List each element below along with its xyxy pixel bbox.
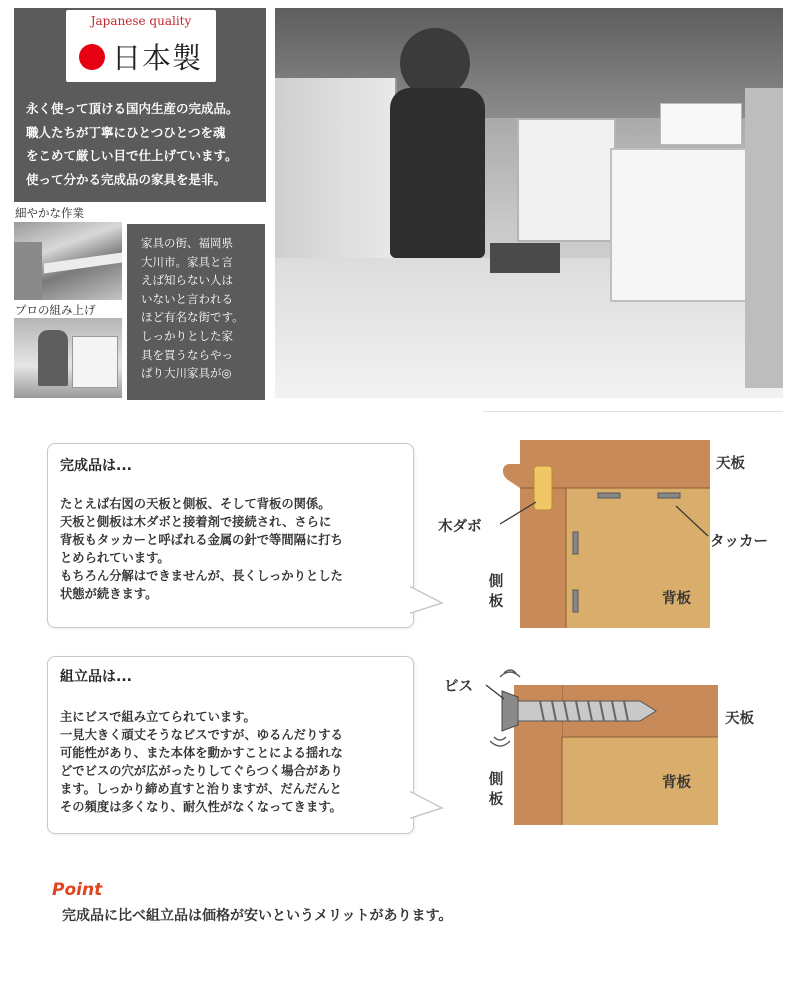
workshop-photo	[275, 8, 783, 398]
assembled-line: ます。しっかり締め直すと治りますが、だんだんと	[60, 782, 342, 796]
finished-line: 天板と側板は木ダボと接着剤で接続され、さらに	[60, 515, 332, 529]
finished-product-box	[47, 443, 414, 628]
caption-pro-assembly: プロの組み上げ	[15, 303, 96, 317]
okawa-line: 大川市。家具と言	[141, 254, 233, 269]
finished-line: とめられています。	[60, 551, 170, 565]
pro-assembly-photo	[14, 318, 122, 398]
tacker-staple-icon	[573, 532, 578, 554]
finished-line: 状態が続きます。	[60, 587, 158, 601]
intro-line: 使って分かる完成品の家具を是非。	[26, 171, 227, 187]
assembled-box-tail	[410, 790, 446, 820]
label-side-board: 側 板	[488, 574, 504, 610]
label-top-board-2: 天板	[725, 711, 754, 727]
assembled-product-box	[47, 656, 414, 834]
label-side-board-2: 側 板	[488, 772, 504, 808]
assembled-title: 組立品は...	[60, 669, 132, 685]
assembled-line: その頻度は多くなり、耐久性がなくなってきます。	[60, 800, 342, 814]
intro-line: をこめて厳しい目で仕上げています。	[26, 148, 238, 163]
label-screw: ビス	[444, 679, 473, 695]
vibration-icon	[500, 670, 520, 677]
back-board-shape	[562, 737, 718, 825]
okawa-line: しっかりとした家	[141, 328, 233, 343]
finished-line: もちろん分解はできませんが、長くしっかりとした	[60, 569, 343, 583]
caption-fine-work: 細やかな作業	[15, 206, 84, 220]
badge-english: Japanese quality	[90, 14, 192, 28]
finished-line: たとえば右図の天板と側板、そして背板の関係。	[60, 497, 331, 511]
intro-text	[26, 97, 266, 191]
okawa-text	[141, 234, 259, 383]
made-in-japan-badge	[66, 10, 216, 82]
finished-title: 完成品は...	[60, 458, 132, 474]
assembled-line: 可能性があり、また本体を動かすことによる揺れな	[60, 746, 343, 760]
label-dowel: 木ダボ	[438, 519, 482, 535]
assembled-line: 一見大きく頑丈そうなビスですが、ゆるんだりする	[60, 728, 343, 742]
okawa-line: 家具の街、福岡県	[141, 236, 233, 250]
divider	[483, 411, 783, 412]
label-top-board: 天板	[716, 456, 745, 472]
tacker-staple-icon	[573, 590, 578, 612]
vibration-icon	[490, 737, 510, 746]
finished-box-tail	[410, 585, 446, 615]
assembled-line: どでビスの穴が広がったりしてぐらつく場合があり	[60, 764, 343, 778]
fine-work-photo	[14, 222, 122, 300]
label-back-board: 背板	[662, 591, 691, 607]
assembled-joint-diagram	[480, 655, 800, 830]
label-back-board-2: 背板	[662, 775, 691, 791]
okawa-panel	[127, 224, 265, 400]
dowel-icon	[534, 466, 552, 510]
okawa-line: ぱり大川家具が◎	[141, 366, 232, 381]
point-text: 完成品に比べ組立品は価格が安いというメリットがあります。	[62, 908, 453, 924]
label-tacker: タッカー	[710, 534, 768, 550]
okawa-line: ほど有名な街です。	[141, 310, 244, 325]
intro-line: 職人たちが丁寧にひとつひとつを魂	[26, 124, 226, 140]
badge-japanese: 日本製	[112, 41, 203, 75]
okawa-line: えば知らない人は	[141, 273, 233, 288]
japan-flag-dot-icon	[79, 44, 105, 70]
finished-line: 背板もタッカーと呼ばれる金属の針で等間隔に打ち	[60, 533, 343, 547]
okawa-line: いないと言われる	[141, 291, 233, 306]
assembled-line: 主にビスで組み立てられています。	[60, 710, 256, 724]
assembled-body	[60, 708, 343, 816]
point-label: Point	[52, 880, 103, 900]
tacker-staple-icon	[658, 493, 680, 498]
tacker-staple-icon	[598, 493, 620, 498]
intro-line: 永く使って頂ける国内生産の完成品。	[26, 101, 239, 116]
okawa-line: 具を買うならやっ	[141, 347, 233, 362]
finished-body	[60, 495, 343, 603]
